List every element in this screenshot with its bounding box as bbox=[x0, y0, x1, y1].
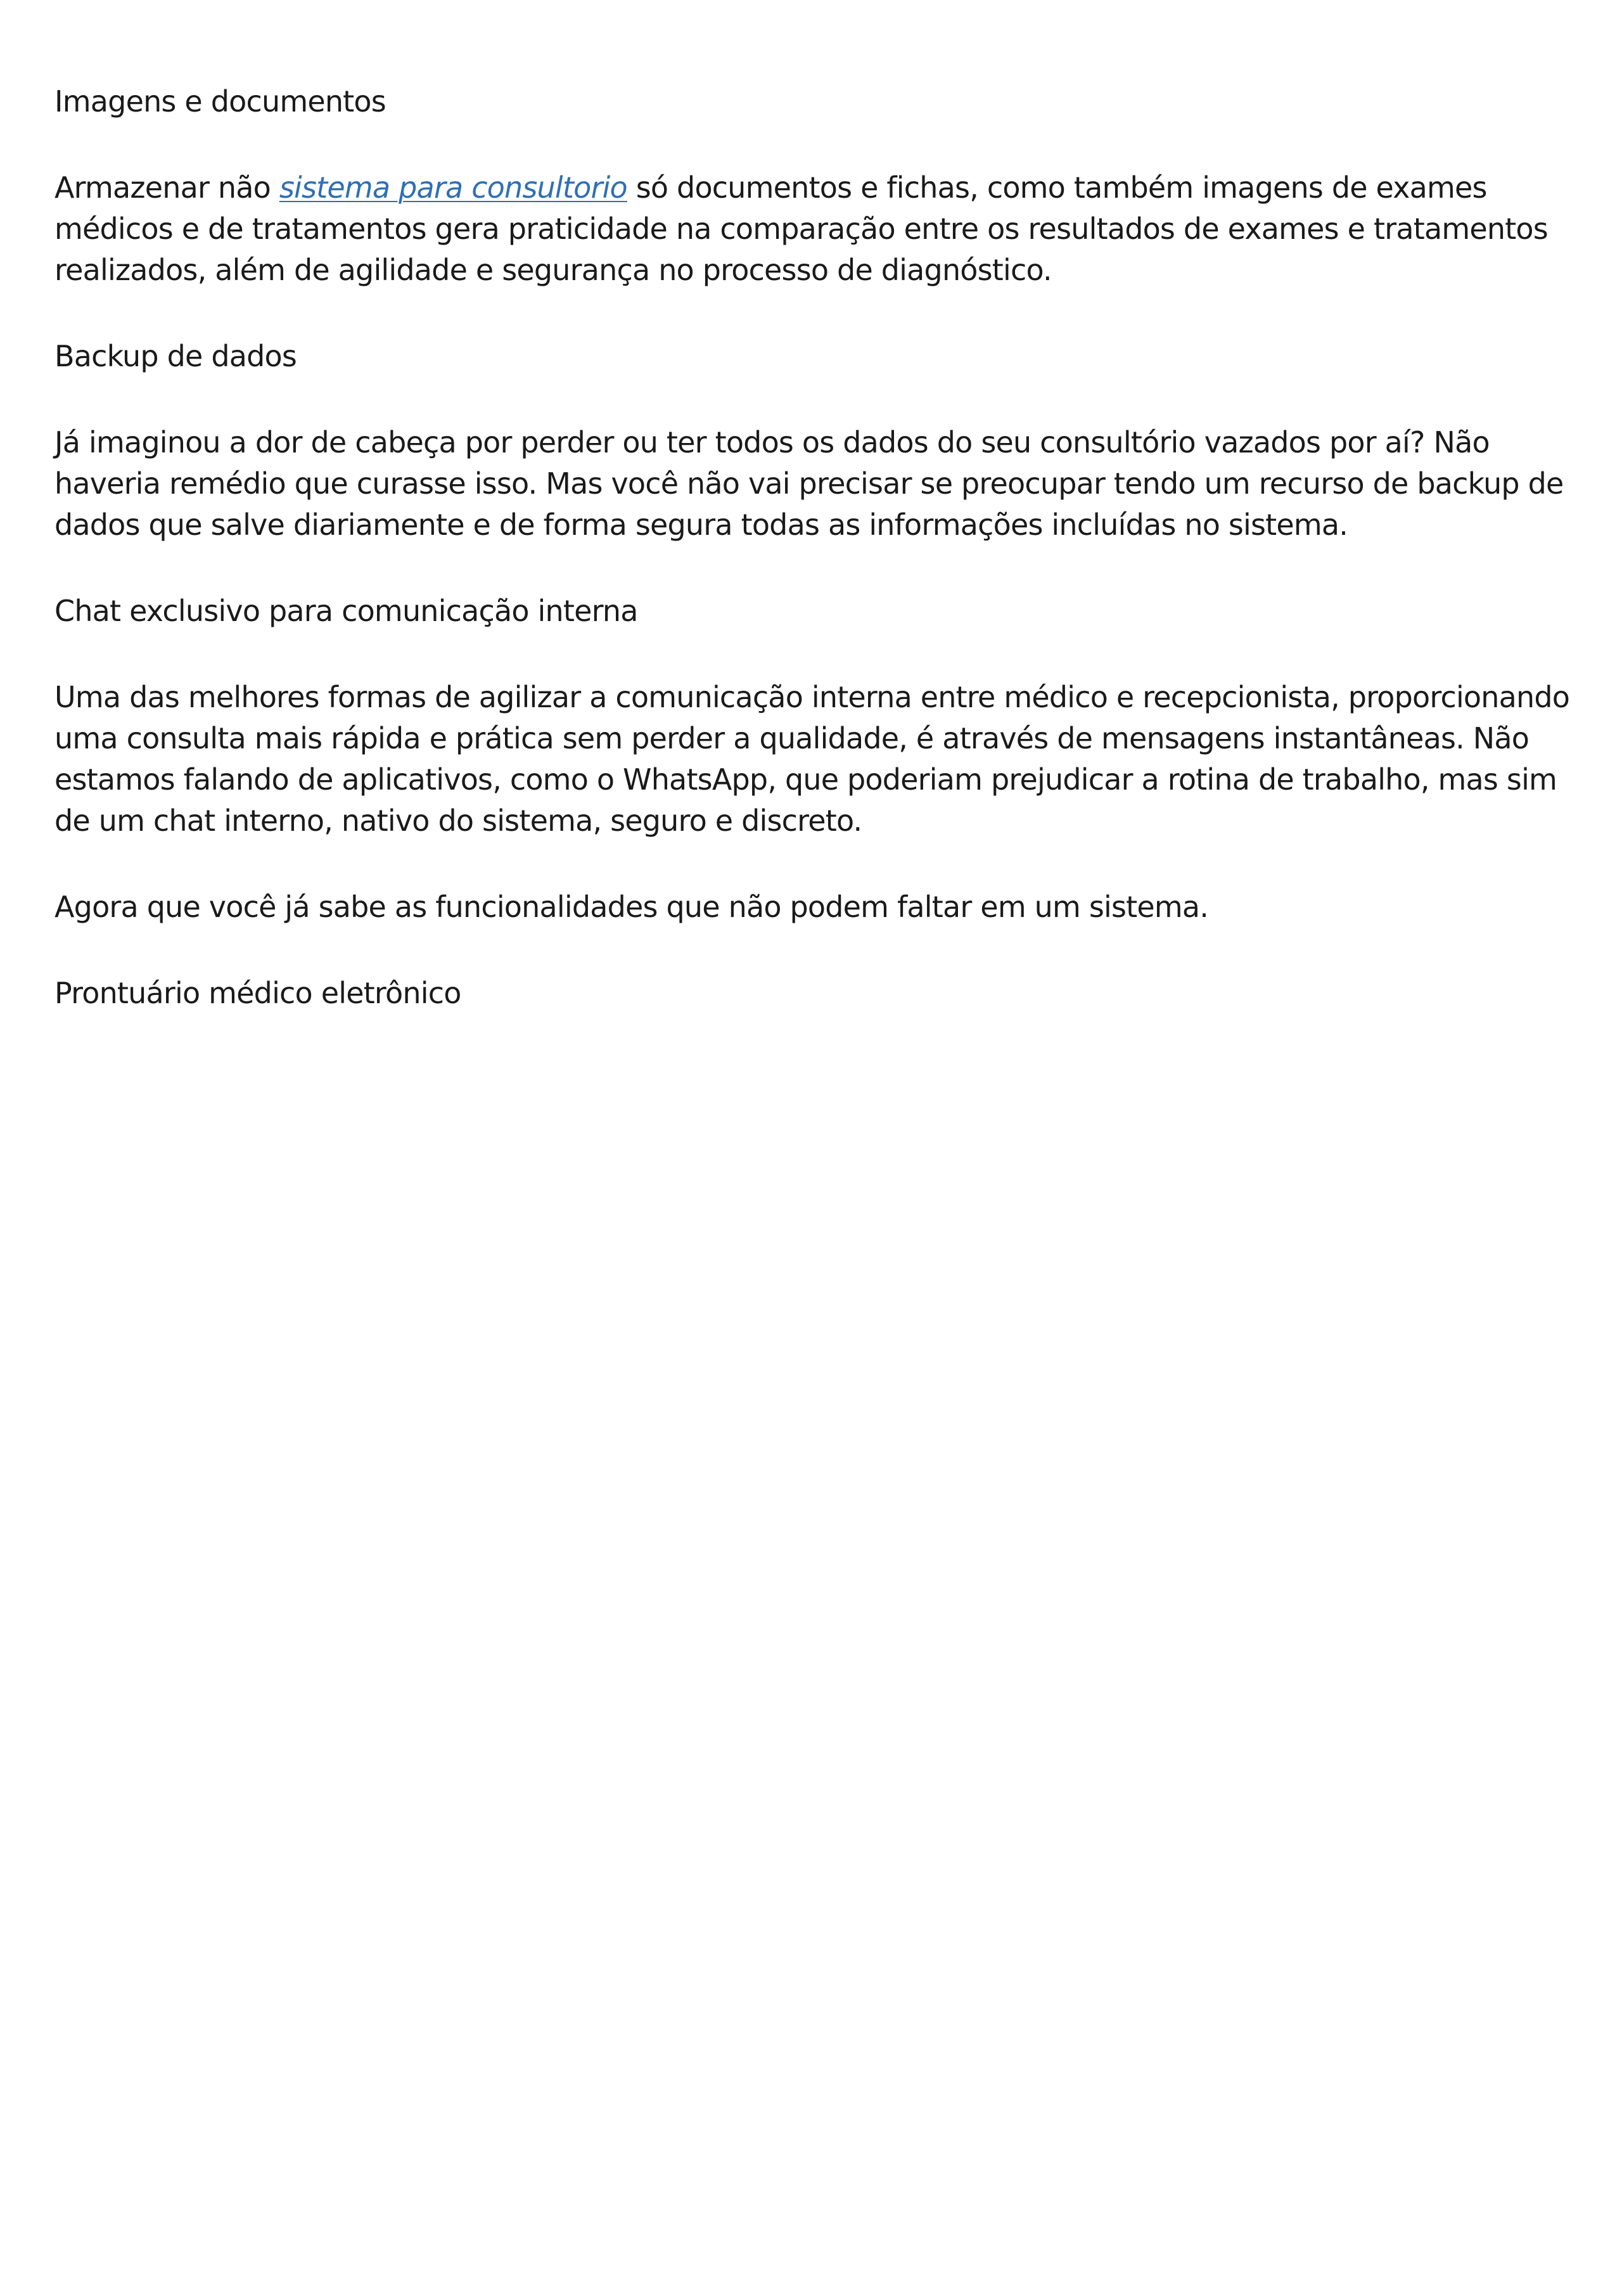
heading-backup: Backup de dados bbox=[54, 339, 297, 373]
heading-images-documents: Imagens e documentos bbox=[54, 84, 386, 119]
paragraph-closing: Agora que você já sabe as funcionalidades que não podem faltar em um sistema. bbox=[54, 890, 1209, 924]
paragraph-images-suffix: só documentos e fichas, como também imagens de exames médicos e de tratamentos gera praticidade na comparação entre os resultados de exames e tratamentos realizados, além de agilidade e segurança no processo de diagnóstico. bbox=[54, 170, 1548, 287]
paragraph-images-documents bbox=[54, 167, 1588, 291]
sistema-consultorio-link[interactable]: sistema para consultorio bbox=[279, 170, 627, 205]
paragraph-images-prefix: Armazenar não bbox=[54, 170, 279, 205]
heading-chat: Chat exclusivo para comunicação interna bbox=[54, 594, 638, 628]
paragraph-chat: Uma das melhores formas de agilizar a comunicação interna entre médico e recepcionista, proporcionando uma consulta mais rápida e prática sem perder a qualidade, é através de mensagens instantâneas. Não estamos falando de aplicativos, como o WhatsApp, que poderiam prejudicar a rotina de trabalho, mas sim de um chat interno, nativo do sistema, seguro e discreto. bbox=[54, 680, 1570, 838]
document-body bbox=[54, 81, 1588, 1059]
heading-prontuario: Prontuário médico eletrônico bbox=[54, 976, 461, 1010]
paragraph-backup: Já imaginou a dor de cabeça por perder ou ter todos os dados do seu consultório vazados por aí? Não haveria remédio que curasse isso. Mas você não vai precisar se preocupar tendo um recurso de backup de dados que salve diariamente e de forma segura todas as informações incluídas no sistema. bbox=[54, 425, 1564, 542]
